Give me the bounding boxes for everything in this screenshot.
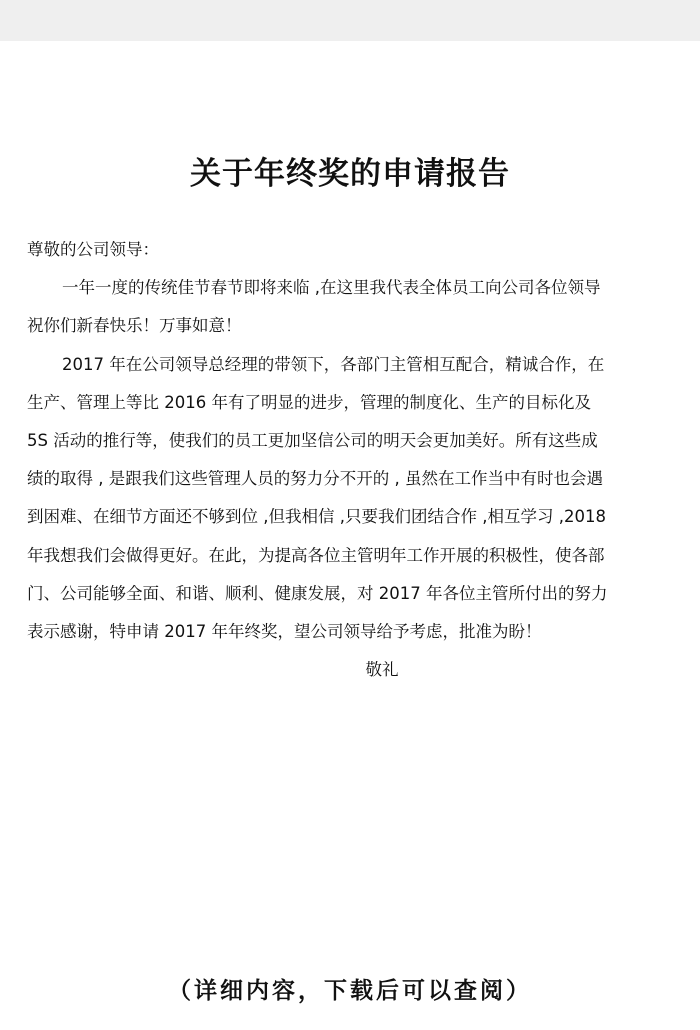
paragraph-line: 一年一度的传统佳节春节即将来临 ,在这里我代表全体员工向公司各位领导	[62, 278, 601, 298]
paragraph-line: 年我想我们会做得更好。在此，为提高各位主管明年工作开展的积极性，使各部	[27, 545, 605, 565]
document-body	[27, 236, 677, 694]
document-title: 关于年终奖的申请报告	[190, 156, 510, 192]
salutation: 尊敬的公司领导：	[27, 240, 159, 259]
paragraph-line: 表示感谢，特申请 2017 年年终奖，望公司领导给予考虑，批准为盼！	[27, 621, 542, 641]
closing: 敬礼	[365, 660, 399, 680]
paragraph-line: 5S 活动的推行等，使我们的员工更加坚信公司的明天会更加美好。所有这些成	[27, 430, 598, 450]
paragraph-line: 门、公司能够全面、和谐、顺利、健康发展，对 2017 年各位主管所付出的努力	[27, 583, 608, 603]
paragraph-line: 到困难、在细节方面还不够到位 ,但我相信 ,只要我们团结合作 ,相互学习 ,2018	[27, 507, 606, 527]
paragraph-line: 祝你们新春快乐！万事如意！	[27, 316, 242, 336]
paragraph-line: 生产、管理上等比 2016 年有了明显的进步，管理的制度化、生产的目标化及	[27, 392, 591, 412]
top-bar	[0, 0, 700, 41]
footer-note: （详细内容，下载后可以查阅）	[168, 978, 532, 1004]
paragraph-line: 2017 年在公司领导总经理的带领下，各部门主管相互配合，精诚合作，在	[62, 354, 605, 374]
paragraph-line: 绩的取得 , 是跟我们这些管理人员的努力分不开的 , 虽然在工作当中有时也会遇	[27, 469, 603, 489]
